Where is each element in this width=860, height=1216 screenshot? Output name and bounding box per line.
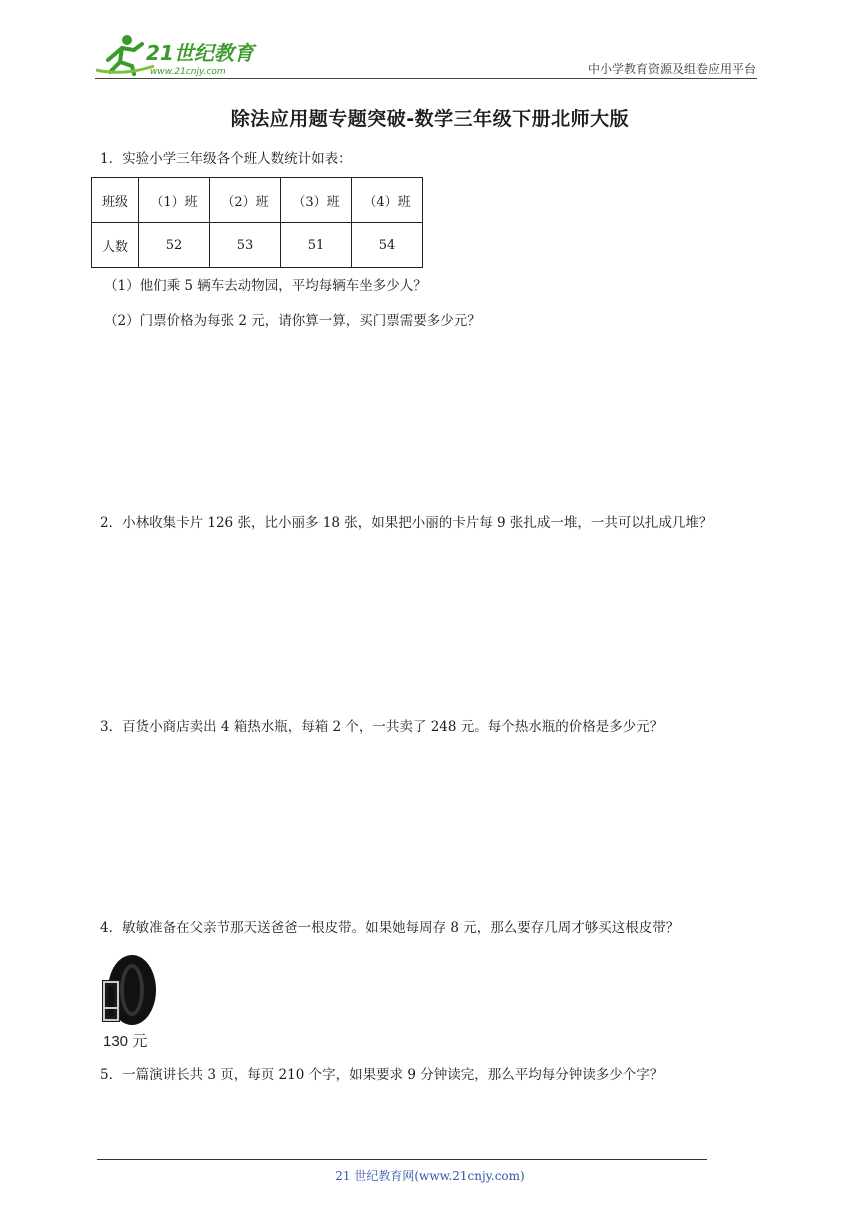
question-5: 5．一篇演讲长共 3 页，每页 210 个字，如果要求 9 分钟读完，那么平均每分钟读多少个字？	[100, 1067, 664, 1083]
class-stats-table	[91, 177, 423, 268]
table-cell: 53	[210, 223, 281, 268]
header-divider	[95, 78, 757, 79]
logo-text: 21世纪教育	[146, 41, 254, 65]
runner-logo-icon	[94, 30, 264, 78]
footer-text: 21 世纪教育网(www.21cnjy.com)	[335, 1169, 525, 1183]
table-cell: （4）班	[352, 178, 423, 223]
question-1-part-1: （1）他们乘 5 辆车去动物园，平均每辆车坐多少人？	[104, 278, 427, 294]
table-cell: （1）班	[139, 178, 210, 223]
question-1-part-2: （2）门票价格为每张 2 元，请你算一算，买门票需要多少元？	[104, 313, 481, 329]
table-cell: 54	[352, 223, 423, 268]
footer-divider	[97, 1159, 707, 1160]
question-3: 3．百货小商店卖出 4 箱热水瓶，每箱 2 个，一共卖了 248 元。每个热水瓶的价格是多少元？	[100, 719, 664, 735]
table-row	[92, 178, 423, 223]
table-cell: 人数	[92, 223, 139, 268]
table-cell: 52	[139, 223, 210, 268]
belt-icon	[100, 952, 160, 1032]
table-cell: （3）班	[281, 178, 352, 223]
belt-image	[100, 952, 160, 1032]
question-2: 2．小林收集卡片 126 张，比小丽多 18 张，如果把小丽的卡片每 9 张扎成一堆，一共可以扎成几堆？	[100, 515, 713, 531]
question-1: 1．实验小学三年级各个班人数统计如表：	[100, 151, 352, 167]
table-row	[92, 223, 423, 268]
question-4: 4．敏敏准备在父亲节那天送爸爸一根皮带。如果她每周存 8 元，那么要存几周才够买这根皮带？	[100, 920, 680, 936]
platform-label: 中小学教育资源及组卷应用平台	[587, 62, 756, 76]
belt-price-label: 130 元	[103, 1033, 148, 1050]
logo-url: www.21cnjy.com	[150, 67, 226, 77]
table-cell: （2）班	[210, 178, 281, 223]
page-title: 除法应用题专题突破-数学三年级下册北师大版	[230, 108, 630, 130]
table-cell: 51	[281, 223, 352, 268]
table-cell: 班级	[92, 178, 139, 223]
site-logo	[94, 30, 264, 78]
